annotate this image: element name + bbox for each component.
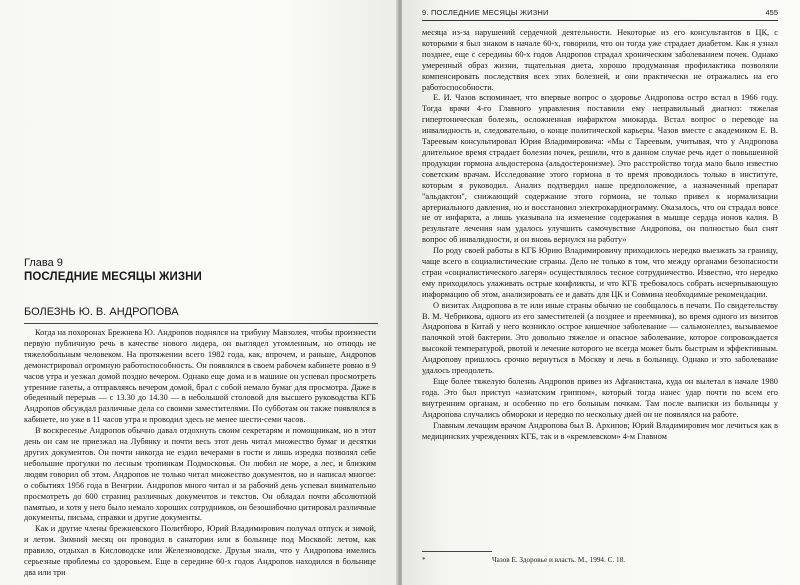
section-title: БОЛЕЗНЬ Ю. В. АНДРОПОВА: [24, 306, 378, 324]
page-number: 455: [765, 8, 778, 17]
paragraph: В воскресенье Андропов обычно давал отдохнуть своим секретарям и помощникам, но в этот день он сам не приезжал на Лубянку и почти весь этот день читал множество бумаг и десятки других документов. Он почти никогда не ездил вечерами в гости и лишь изредка позволял себе небольшие прогулки по лесным тропинкам Подмосковья. Он любил не море, а лес, и близким людям говорил об этом. Андропов не только читал множество документов, но и написал многое: о событиях 1956 года в Венгрии. Андропов много читал и за рабочий день успевал внимательно просмотреть до 600 страниц различных документов и текстов. Он обладал почти абсолютной памятью, и хотя у него было немало хороших сотрудников, он безошибочно цитировал различные документы, письма, справки и другие документы.: [24, 426, 376, 523]
footnote-mark: *: [422, 556, 426, 564]
footnote-rule: [422, 551, 492, 552]
running-header: [422, 7, 778, 21]
chapter-title: ПОСЛЕДНИЕ МЕСЯЦЫ ЖИЗНИ: [24, 271, 202, 283]
right-body-text: [422, 28, 778, 442]
running-title: 9. ПОСЛЕДНИЕ МЕСЯЦЫ ЖИЗНИ: [422, 8, 549, 17]
chapter-label: Глава 9: [24, 257, 63, 269]
paragraph: Еще более тяжелую болезнь Андропов привез из Афганистана, куда он вылетал в начале 1980 года. Это был приступ «азиатским гриппом», который тогда нанес удар почти по всем его внутренним органам, и особенно по его больным почкам. Там после выписки из больницы у Андропова случались обмороки и нередко по нескольку дней он не появлялся на работе.: [422, 377, 778, 419]
paragraph: Е. И. Чазов вспоминает, что впервые вопрос о здоровье Андропова остро встал в 1966 году. Тогда врачи 4-го Главного управления поставили ему неправильный диагноз: тяжелая гипертоническая болезнь, осложненная инфарктом миокарда. Встал вопрос о переводе на инвалидность и, следовательно, о конце политической карьеры. Чазов вместе с академиком Е. В. Тареевым консультировал Юрия Владимировича: «Мы с Тареевым, учитывая, что у Андропова длительное время страдает болезни почек, решили, что в данном случае речь идет о повышенной продукции гормона альдостерона (альдостеронизме). Это расстройство тогда мало было известно советским врачам. Исследование этого гормона в то время проводилось только в институте, которым я руководил. Анализ подтвердил наше предположение, а назначенный препарат "альдактон", снижающий содержание этого гормона, не только привел к нормализации артериального давления, но и восстановил электрокардиограмму. Оказалось, что он страдал вовсе не от инфаркта, а лишь указывала на изменение содержания в мышце сердца ионов калия. В результате лечения нам удалось улучшить самочувствие Андропова, он полностью был снят вопрос об инвалидности, и он вновь вернулся на работу»: [422, 93, 778, 245]
left-body-text: [24, 328, 376, 579]
paragraph: О визитах Андропова в те или иные страны обычно не сообщалось в печати. По свидетельству В. М. Чебрикова, одного из его заместителей (а позднее и преемника), во время одного из визитов Андропова в Китай у него возникло острое кишечное заболевание — сальмонеллез, вызываемое палочкой этой бактерии. Это довольно тяжелое и опасное заболевание, которое сопровождается высокой температурой, рвотой и лечение которого не всегда может быть быстрым и эффективным. Андропову пришлось срочно вернуться в Москву и лечь в больницу. Однако и это заболевание удалось преодолеть.: [422, 300, 778, 376]
footnote: [422, 556, 778, 565]
chapter-heading: [24, 257, 374, 284]
paragraph: Главным лечащим врачом Андропова был В. Архипов; Юрий Владимирович мог лечиться как в медицинских учреждениях КГБ, так и в «кремлевском» 4-м Главном: [422, 420, 778, 441]
left-page: [0, 0, 398, 585]
paragraph: месяца из-за нарушений сердечной деятельности. Некоторые из его консультантов в ЦК, с которыми я был знаком в начале 60-х, говорили, что он тогда уже страдает диабетом. Как я узнал позднее, еще с середины 60-х годов Андропов страдал хроническим заболеванием почек. Однако умеренный образ жизни, тщательная диета, хорошо продуманная профилактика позволяли компенсировать последствия всех этих болезней, и они практически не отражались на его работоспособности.: [422, 28, 778, 92]
paragraph: Когда на похоронах Брежнева Ю. Андропов поднялся на трибуну Мавзолея, чтобы произнести первую публичную речь в качестве нового лидера, он выглядел утомленным, но отнюдь не тяжелобольным человеком. На протяжении всего 1982 года, как, впрочем, и раньше, Андропов демонстрировал огромную работоспособность. Он появлялся в своем рабочем кабинете ровно в 9 часов утра и уезжал домой поздно вечером. Однако еще дома и в машине он успевал просмотреть утренние газеты, а отправляясь вечером домой, брал с собой немало бумаг для просмотра. Даже в обеденный перерыв — с 13.30 до 14.30 — в небольшой столовой для высшего руководства КГБ Андропов обсуждал различные дела со своими заместителями. По субботам он также появлялся в кабинете, но уже в 11 часов утра и проводил здесь не менее шести-семи часов.: [24, 328, 376, 425]
paragraph: По роду своей работы в КГБ Юрию Владимировичу приходилось нередко выезжать за границу, чаще всего в социалистические страны. Дело не только в том, что между органами безопасности стран «социалистического лагеря» осуществлялось тесное сотрудничество. Известно, что нередко ему приходилось улаживать острые конфликты, и что КГБ требовалось собрать исчерпывающую информацию об этом, анализировать ее и давать для ЦК и Совмина необходимые рекомендации.: [422, 246, 778, 299]
paragraph: Как и другие члены брежневского Политбюро, Юрий Владимирович получал отпуск и зимой, и летом. Зимний месяц он проводил в санатории или в больнице под Москвой: летом, как правило, отдыхал в Кисловодске или Железноводске. Друзья знали, что у Андропова имелись серьезные проблемы со здоровьем. Еще в середине 60-х годов Андропов находился в больнице два или три: [24, 524, 376, 577]
right-page: [402, 0, 800, 585]
footnote-text: Чазов Е. Здоровье и власть. М., 1994. С. 18.: [492, 556, 625, 564]
